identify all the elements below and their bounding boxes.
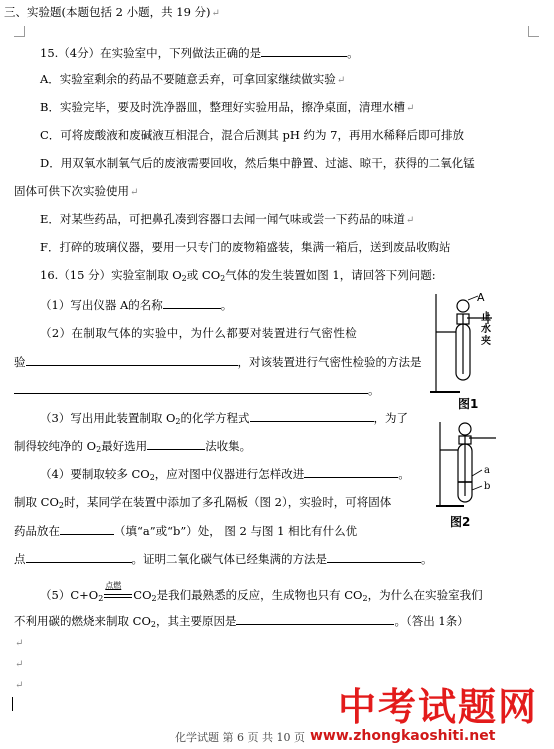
- watermark-title: 中考试题网: [338, 685, 539, 729]
- equals-line: [104, 594, 132, 598]
- return-mark: ↵: [405, 215, 415, 226]
- q16-p2-c: ，对该装置进行气密性检验的方法是: [237, 355, 422, 369]
- q15-option-c: [40, 127, 464, 143]
- q16-p4-i: 。证明二氧化碳气体已经集满的方法是: [131, 552, 327, 566]
- answer-blank[interactable]: [26, 550, 132, 563]
- q16-p2-b: 验: [14, 355, 26, 369]
- q15-stem-end: 。: [347, 46, 359, 60]
- q16-p4-g: （填“a”或“b”）处， 图 2 与图 1 相比有什么优: [114, 524, 358, 538]
- label-a: a: [484, 465, 490, 476]
- q16-part4-cont2: [14, 522, 357, 539]
- figure-2-apparatus: [436, 420, 506, 520]
- subscript-2: 2: [181, 274, 187, 283]
- q16-part5: [40, 581, 483, 603]
- corner-mark-top-left: [14, 26, 25, 37]
- q16-p5-d: ，为什么在实验室我们: [367, 588, 483, 602]
- q16-p4-b: ，应对图中仪器进行怎样改进: [154, 467, 305, 481]
- reaction-arrow: [104, 581, 132, 601]
- q16-part2-cont: [14, 353, 422, 370]
- q16-p4-d: 制取 CO: [14, 495, 59, 509]
- q16-part1: [40, 296, 232, 313]
- q16-part4-cont1: [14, 494, 391, 510]
- q16-p4-h: 点: [14, 552, 26, 566]
- section-title-text: 三、实验题(本题包括 2 小题，共 19 分): [4, 5, 211, 19]
- subscript-2: 2: [220, 274, 226, 283]
- q16-part4-cont3: [14, 550, 433, 567]
- answer-blank[interactable]: [327, 550, 421, 563]
- q16-p4-e: 时，某同学在装置中添加了多孔隔板（图 2），实验时，可将固体: [63, 495, 392, 509]
- q16-p4-a: （4）要制取较多 CO: [40, 467, 150, 481]
- subscript-2: 2: [175, 417, 181, 426]
- pointer-b: [472, 486, 482, 490]
- subscript-2: 2: [149, 473, 155, 482]
- subscript-2: 2: [98, 594, 104, 603]
- clamp-label: 止水夹: [481, 312, 491, 347]
- q16-p3-a: （3）写出用此装置制取 O: [40, 411, 176, 425]
- q16-p5-a: （5）C+O: [40, 588, 99, 602]
- return-mark: ↵: [336, 75, 346, 86]
- q16-p5-c: 是我们最熟悉的反应，生成物也只有 CO: [156, 588, 363, 602]
- q16-p3-f: 法收集。: [205, 439, 252, 453]
- q16-p4-c: 。: [398, 467, 410, 481]
- label-b: b: [484, 481, 491, 492]
- q16-p5-f: ，其主要原因是: [155, 614, 237, 628]
- watermark-url: www.zhongkaoshiti.net: [310, 728, 496, 744]
- text-cursor: [12, 697, 13, 711]
- q15-option-e: [40, 211, 414, 229]
- q16-p2-end: 。: [368, 383, 380, 397]
- answer-blank[interactable]: [147, 437, 205, 450]
- q16-part2-blank-line: [14, 381, 380, 398]
- q16-part2: [40, 325, 357, 341]
- q16-p5-b: CO: [133, 588, 152, 602]
- q16-p3-c: ，为了: [373, 411, 408, 425]
- q16-p3-e: 最好选用: [101, 439, 148, 453]
- return-mark: ↵: [211, 8, 220, 19]
- return-mark: ↵: [15, 680, 24, 691]
- reaction-condition: 点燃: [105, 581, 122, 590]
- q15-stem: [40, 44, 359, 61]
- corner-mark-top-right: [528, 26, 539, 37]
- q16-p4-f: 药品放在: [14, 524, 60, 538]
- funnel-bulb: [459, 423, 471, 435]
- subscript-2: 2: [362, 594, 368, 603]
- funnel-bulb: [457, 300, 469, 312]
- q15-option-b: [40, 99, 414, 117]
- answer-blank[interactable]: [60, 522, 114, 535]
- q16-p3-d: 制得较纯净的 O: [14, 439, 97, 453]
- page-footer: 化学试题 第 6 页 共 10 页: [175, 731, 305, 744]
- subscript-2: 2: [58, 501, 64, 510]
- q15-option-b-text: B．实验完毕，要及时洗净器皿，整理好实验用品，擦净桌面，清理水槽: [40, 100, 405, 114]
- q16-stem-b: 或 CO: [186, 268, 221, 282]
- q15-option-a: [40, 71, 345, 89]
- q15-option-f-text: F．打碎的玻璃仪器，要用一只专门的废物箱盛装，集满一箱后，送到废品收购站: [40, 240, 451, 254]
- q16-stem: [40, 267, 436, 283]
- pointer-a: [472, 470, 482, 476]
- answer-blank[interactable]: [261, 44, 347, 57]
- q16-p5-g: 。（答出 1条）: [394, 614, 469, 628]
- return-mark: ↵: [130, 187, 139, 198]
- answer-blank[interactable]: [14, 381, 368, 394]
- q16-stem-a: 16.（15 分）实验室制取 O: [40, 268, 182, 282]
- q16-part4: [40, 465, 410, 482]
- q15-option-e-text: E．对某些药品，可把鼻孔凑到容器口去闻一闻气味或尝一下药品的味道: [40, 212, 405, 226]
- return-mark: ↵: [405, 103, 415, 114]
- answer-blank[interactable]: [163, 296, 221, 309]
- q15-option-f: [40, 239, 450, 255]
- q15-option-d-cont: [14, 183, 138, 201]
- q16-part3: [40, 409, 408, 426]
- q16-stem-c: 气体的发生装置如图 1，请回答下列问题:: [225, 268, 436, 282]
- q16-p5-e: 不利用碳的燃烧来制取 CO: [14, 614, 151, 628]
- label-A: A: [477, 291, 485, 304]
- return-mark: ↵: [15, 659, 24, 670]
- answer-blank[interactable]: [26, 353, 238, 366]
- figure-1-apparatus: [430, 290, 510, 412]
- q15-option-a-text: A．实验室剩余的药品不要随意丢弃，可拿回家继续做实验: [40, 72, 336, 86]
- figure-2-label: 图2: [450, 515, 471, 529]
- q16-p1-text: （1）写出仪器 A的名称: [40, 298, 163, 312]
- q15-option-d-text: D．用双氧水制氧气后的废液需要回收，然后集中静置、过滤、晾干，获得的二氧化锰: [40, 156, 475, 170]
- q16-p2-text: （2）在制取气体的实验中，为什么都要对装置进行气密性检: [40, 326, 358, 340]
- q15-option-c-text: C．可将废酸液和废碱液互相混合，混合后测其 pH 约为 7，再用水稀释后即可排放: [40, 128, 464, 142]
- q15-stem-text: 15.（4分）在实验室中，下列做法正确的是: [40, 46, 262, 60]
- return-mark: ↵: [15, 638, 24, 649]
- answer-blank[interactable]: [304, 465, 398, 478]
- answer-blank[interactable]: [250, 409, 374, 422]
- q16-p3-b: 的化学方程式: [180, 411, 250, 425]
- subscript-2: 2: [151, 594, 157, 603]
- subscript-2: 2: [150, 620, 156, 629]
- q16-part3-cont: [14, 437, 251, 454]
- section-title: [4, 4, 220, 22]
- q15-option-d-cont-text: 固体可供下次实验使用: [14, 184, 129, 198]
- q16-p4-j: 。: [421, 552, 433, 566]
- q15-option-d: [40, 155, 475, 171]
- q16-p1-end: 。: [220, 298, 233, 312]
- answer-blank[interactable]: [236, 612, 394, 625]
- subscript-2: 2: [96, 445, 102, 454]
- q16-part5-cont: [14, 612, 469, 629]
- figure-1-label: 图1: [458, 397, 479, 411]
